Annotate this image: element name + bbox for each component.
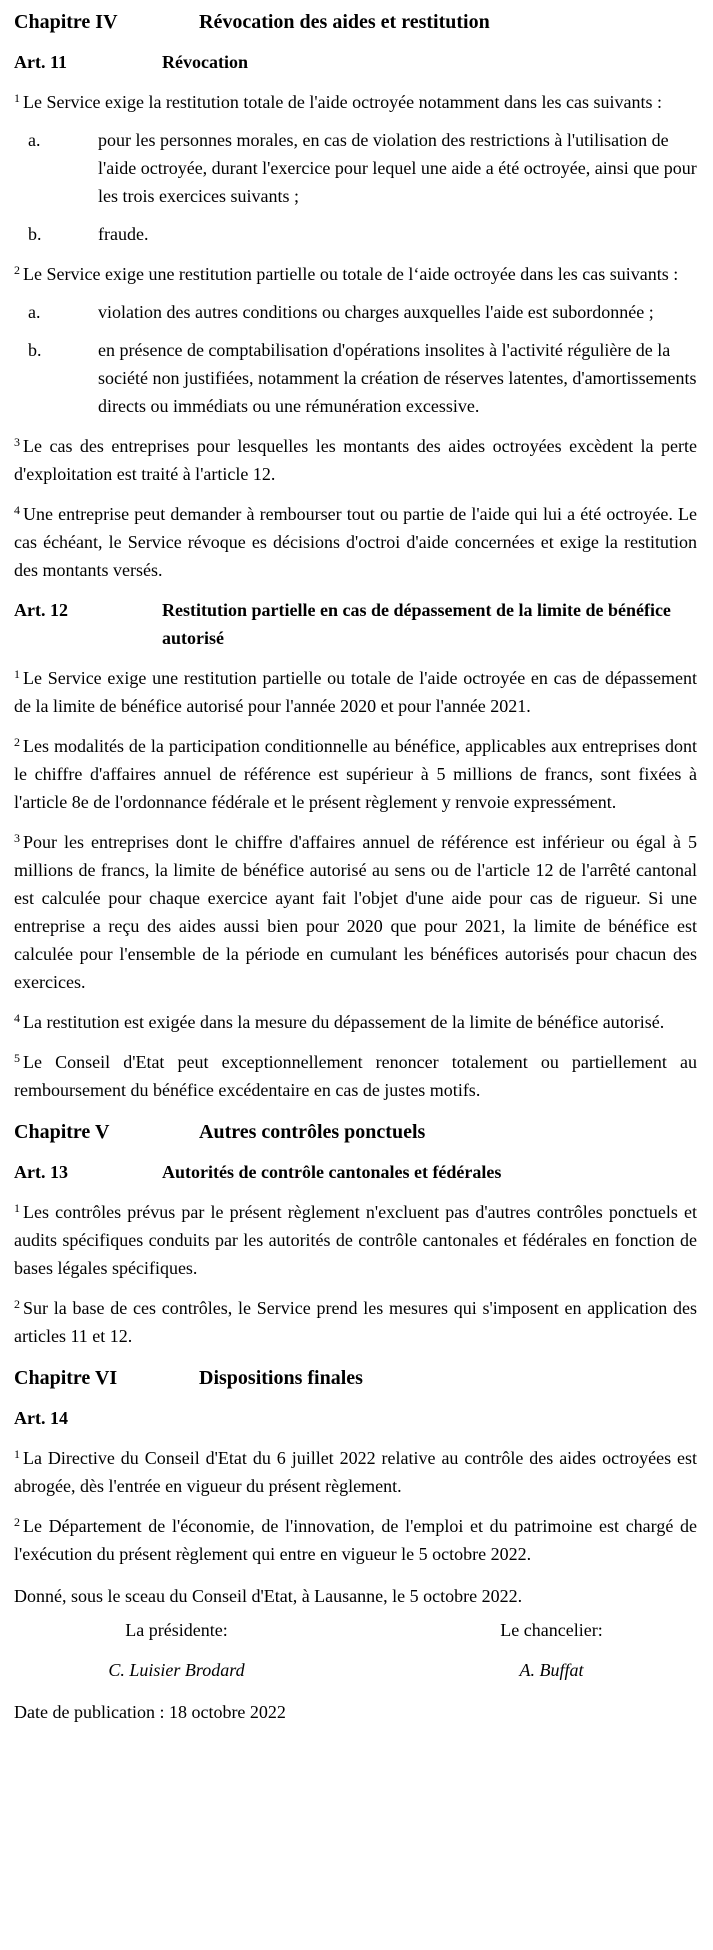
list-item-text: en présence de comptabilisation d'opérations insolites à l'activité régulière de la société non justifiées, notamment la création de réserves latentes, d'amortissements directs ou immédiats ou une rémunération excessive.	[98, 340, 697, 416]
signature-block	[14, 1616, 697, 1684]
paragraph-text: Les modalités de la participation conditionnelle au bénéfice, applicables aux entreprises dont le chiffre d'affaires annuel de référence est supérieur à 5 millions de francs, sont fixées à l'article 8e de l'ordonnance fédérale et le présent règlement y renvoie expressément.	[14, 736, 697, 812]
paragraph	[14, 1294, 697, 1350]
paragraph-number: 2	[14, 1297, 20, 1311]
paragraph-text: Le Service exige la restitution totale de l'aide octroyée notamment dans les cas suivants :	[23, 92, 663, 112]
chapter-title: Autres contrôles ponctuels	[199, 1121, 426, 1143]
paragraph-text: Pour les entreprises dont le chiffre d'affaires annuel de référence est inférieur ou égal à 5 millions de francs, la limite de bénéfice autorisé au sens ou de l'article 12 de l'arrêté cantonal est calculée pour chaque exercice ayant fait l'objet d'une aide pour cas de rigueur. Si une entreprise a reçu des aides aussi bien pour 2020 que pour 2021, la limite de bénéfice est calculée pour l'ensemble de la période en cumulant les bénéfices autorisés pour chacun des exercices.	[14, 832, 697, 992]
paragraph-number: 1	[14, 1201, 20, 1215]
list-item	[14, 336, 697, 420]
signature-chancellor	[439, 1616, 664, 1684]
paragraph-number: 3	[14, 435, 20, 449]
list-item	[14, 298, 697, 326]
list-marker: b.	[28, 340, 42, 360]
article-title: Révocation	[162, 52, 248, 72]
paragraph	[14, 1198, 697, 1282]
paragraph-text: Le Conseil d'Etat peut exceptionnellement renoncer totalement ou partiellement au remboursement du bénéfice excédentaire en cas de justes motifs.	[14, 1052, 697, 1100]
list-item	[14, 126, 697, 210]
chapter-heading	[14, 8, 697, 36]
list-item-text: pour les personnes morales, en cas de violation des restrictions à l'utilisation de l'aide octroyée, durant l'exercice pour lequel une aide a été octroyée, ainsi que pour les trois exercices suivants ;	[98, 130, 697, 206]
paragraph-number: 1	[14, 91, 20, 105]
chapter-label: Chapitre VI	[14, 1367, 118, 1389]
chapter-label: Chapitre V	[14, 1121, 110, 1143]
paragraph	[14, 1512, 697, 1568]
paragraph-text: Le Service exige une restitution partielle ou totale de l'aide octroyée en cas de dépassement de la limite de bénéfice autorisé pour l'année 2020 et pour l'année 2021.	[14, 668, 697, 716]
list-marker: a.	[28, 302, 41, 322]
paragraph-text: Le Département de l'économie, de l'innovation, de l'emploi et du patrimoine est chargé de l'exécution du présent règlement qui entre en vigueur le 5 octobre 2022.	[14, 1516, 697, 1564]
signature-role: La présidente:	[125, 1620, 228, 1640]
article-label: Art. 11	[14, 52, 67, 72]
article-heading	[14, 596, 697, 652]
list-item	[14, 220, 697, 248]
publication-date: Date de publication : 18 octobre 2022	[14, 1702, 286, 1722]
paragraph	[14, 1008, 697, 1036]
list-item-text: fraude.	[98, 224, 149, 244]
paragraph-text: Le cas des entreprises pour lesquelles les montants des aides octroyées excèdent la perte d'exploitation est traité à l'article 12.	[14, 436, 697, 484]
chapter-label: Chapitre IV	[14, 11, 118, 33]
paragraph-number: 4	[14, 503, 20, 517]
list-marker: a.	[28, 130, 41, 150]
paragraph	[14, 1444, 697, 1500]
list-marker: b.	[28, 224, 42, 244]
chapter-heading	[14, 1118, 697, 1146]
paragraph-number: 4	[14, 1011, 20, 1025]
chapter-title: Révocation des aides et restitution	[199, 11, 490, 33]
paragraph-number: 2	[14, 263, 20, 277]
signature-name: C. Luisier Brodard	[108, 1660, 245, 1680]
paragraph-text: Sur la base de ces contrôles, le Service prend les mesures qui s'imposent en application des articles 11 et 12.	[14, 1298, 697, 1346]
chapter-title: Dispositions finales	[199, 1367, 363, 1389]
article-title	[162, 1404, 697, 1432]
article-label: Art. 13	[14, 1162, 68, 1182]
paragraph	[14, 732, 697, 816]
paragraph-text: Une entreprise peut demander à rembourser tout ou partie de l'aide qui lui a été octroyée. Le cas échéant, le Service révoque es décisions d'octroi d'aide concernées et exige la restitution des montants versés.	[14, 504, 697, 580]
signature-role: Le chancelier:	[500, 1620, 603, 1640]
paragraph	[14, 1048, 697, 1104]
given-statement: Donné, sous le sceau du Conseil d'Etat, à Lausanne, le 5 octobre 2022.	[14, 1586, 523, 1606]
paragraph-number: 2	[14, 735, 20, 749]
paragraph	[14, 500, 697, 584]
article-label: Art. 12	[14, 600, 68, 620]
paragraph-text: La restitution est exigée dans la mesure du dépassement de la limite de bénéfice autorisé.	[23, 1012, 665, 1032]
paragraph-text: La Directive du Conseil d'Etat du 6 juillet 2022 relative au contrôle des aides octroyées est abrogée, dès l'entrée en vigueur du présent règlement.	[14, 1448, 697, 1496]
chapter-heading	[14, 1364, 697, 1392]
article-heading	[14, 48, 697, 76]
paragraph	[14, 432, 697, 488]
paragraph-number: 5	[14, 1051, 20, 1065]
paragraph-number: 1	[14, 667, 20, 681]
article-heading	[14, 1158, 697, 1186]
paragraph	[14, 664, 697, 720]
paragraph-number: 3	[14, 831, 20, 845]
paragraph	[14, 88, 697, 116]
article-title: Restitution partielle en cas de dépassement de la limite de bénéfice autorisé	[162, 600, 671, 648]
signature-president	[64, 1616, 289, 1684]
signature-name: A. Buffat	[519, 1660, 584, 1680]
article-label: Art. 14	[14, 1408, 68, 1428]
paragraph-number: 2	[14, 1515, 20, 1529]
article-title: Autorités de contrôle cantonales et fédérales	[162, 1162, 502, 1182]
paragraph-number: 1	[14, 1447, 20, 1461]
paragraph	[14, 260, 697, 288]
article-heading	[14, 1404, 697, 1432]
paragraph-text: Les contrôles prévus par le présent règlement n'excluent pas d'autres contrôles ponctuels et audits spécifiques conduits par les autorités de contrôle cantonales et fédérales en fonction de bases légales spécifiques.	[14, 1202, 697, 1278]
paragraph-text: Le Service exige une restitution partielle ou totale de l‘aide octroyée dans les cas suivants :	[23, 264, 679, 284]
list-item-text: violation des autres conditions ou charges auxquelles l'aide est subordonnée ;	[98, 302, 654, 322]
paragraph	[14, 828, 697, 996]
